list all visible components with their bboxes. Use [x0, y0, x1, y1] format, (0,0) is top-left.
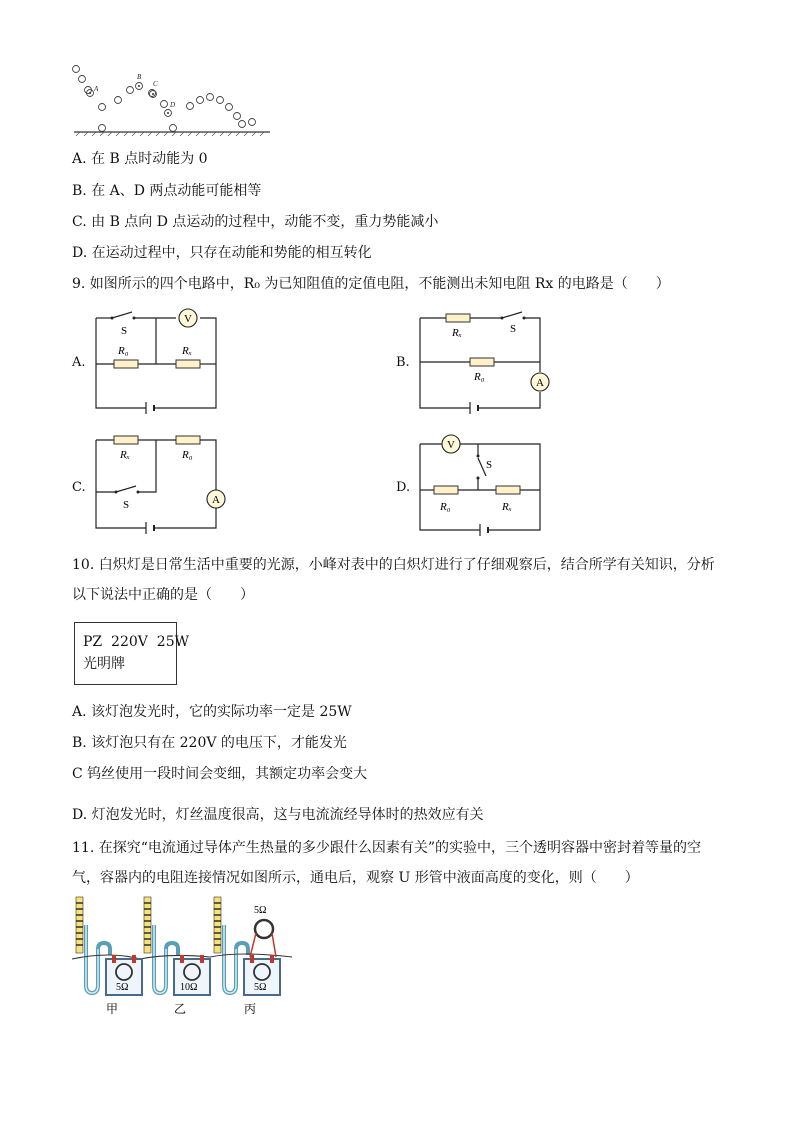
point-label-d: D	[170, 101, 176, 109]
rx-label: Rₓ	[452, 327, 462, 339]
nameplate-brand: 光明牌	[83, 656, 125, 672]
q10-stem: 10. 白炽灯是日常生活中重要的光源，小峰对表中的白炽灯进行了仔细观察后，结合所学有关知识，分析以下说法中正确的是（ ）	[72, 557, 715, 603]
switch-label: S	[121, 325, 128, 337]
switch-label: S	[123, 499, 130, 511]
rx-label: Rₓ	[182, 345, 192, 357]
container-yi-resistance: 10Ω	[180, 982, 198, 993]
q8-option-d: D. 在运动过程中，只存在动能和势能的相互转化	[72, 245, 372, 261]
container-jia-label: 甲	[106, 1002, 119, 1016]
q9-stem: 9. 如图所示的四个电路中，R₀ 为已知阻值的定值电阻，不能测出未知电阻 Rx 的电路是（ ）	[72, 276, 670, 292]
rx-label: Rₓ	[502, 501, 512, 513]
r0-label: R₀	[440, 501, 451, 513]
q10-option-b: B. 该灯泡只有在 220V 的电压下，才能发光	[72, 735, 347, 751]
voltmeter-label: V	[447, 439, 455, 451]
r0-label: R₀	[474, 371, 485, 383]
circuit-d	[414, 432, 556, 540]
switch-label: S	[510, 323, 517, 335]
ammeter-label: A	[212, 494, 220, 506]
q10-option-c: C 钨丝使用一段时间会变细，其额定功率会变大	[72, 766, 368, 782]
point-label-b: B	[137, 73, 142, 81]
rx-label: Rₓ	[120, 449, 130, 461]
container-bing-resistance: 5Ω	[254, 982, 267, 993]
circuit-c-label: C.	[72, 480, 86, 495]
nameplate-spec: PZ 220V 25W	[83, 634, 189, 650]
point-label-a: A	[94, 85, 99, 93]
circuit-b	[414, 306, 556, 414]
circuit-a-label: A.	[72, 355, 86, 370]
switch-label: S	[486, 459, 493, 471]
external-resistor-label: 5Ω	[254, 905, 267, 916]
joule-heating-apparatus	[70, 893, 310, 1021]
q8-option-a: A. 在 B 点时动能为 0	[72, 151, 208, 167]
circuit-c	[90, 432, 230, 540]
q10-option-a: A. 该灯泡发光时，它的实际功率一定是 25W	[72, 704, 352, 720]
container-yi-label: 乙	[174, 1002, 187, 1016]
container-jia-resistance: 5Ω	[116, 982, 129, 993]
ammeter-label: A	[536, 377, 544, 389]
q10-option-d: D. 灯泡发光时，灯丝温度很高，这与电流流经导体时的热效应有关	[72, 807, 484, 823]
point-label-c: C	[153, 80, 158, 88]
circuit-b-label: B.	[396, 355, 410, 370]
trajectory-figure	[70, 62, 280, 140]
q11-stem: 11. 在探究“电流通过导体产生热量的多少跟什么因素有关”的实验中，三个透明容器中密封着等量的空气，容器内的电阻连接情况如图所示，通电后，观察 U 形管中液面高度的变化，则（ ）	[72, 840, 702, 886]
circuit-d-label: D.	[396, 480, 411, 495]
container-bing-label: 丙	[244, 1002, 257, 1016]
lamp-nameplate	[74, 622, 189, 685]
circuit-a	[90, 306, 230, 414]
voltmeter-label: V	[184, 313, 192, 325]
r0-label: R₀	[118, 345, 129, 357]
r0-label: R₀	[182, 449, 193, 461]
q8-option-b: B. 在 A、D 两点动能可能相等	[72, 183, 262, 199]
q8-option-c: C. 由 B 点向 D 点运动的过程中，动能不变，重力势能减小	[72, 214, 439, 230]
